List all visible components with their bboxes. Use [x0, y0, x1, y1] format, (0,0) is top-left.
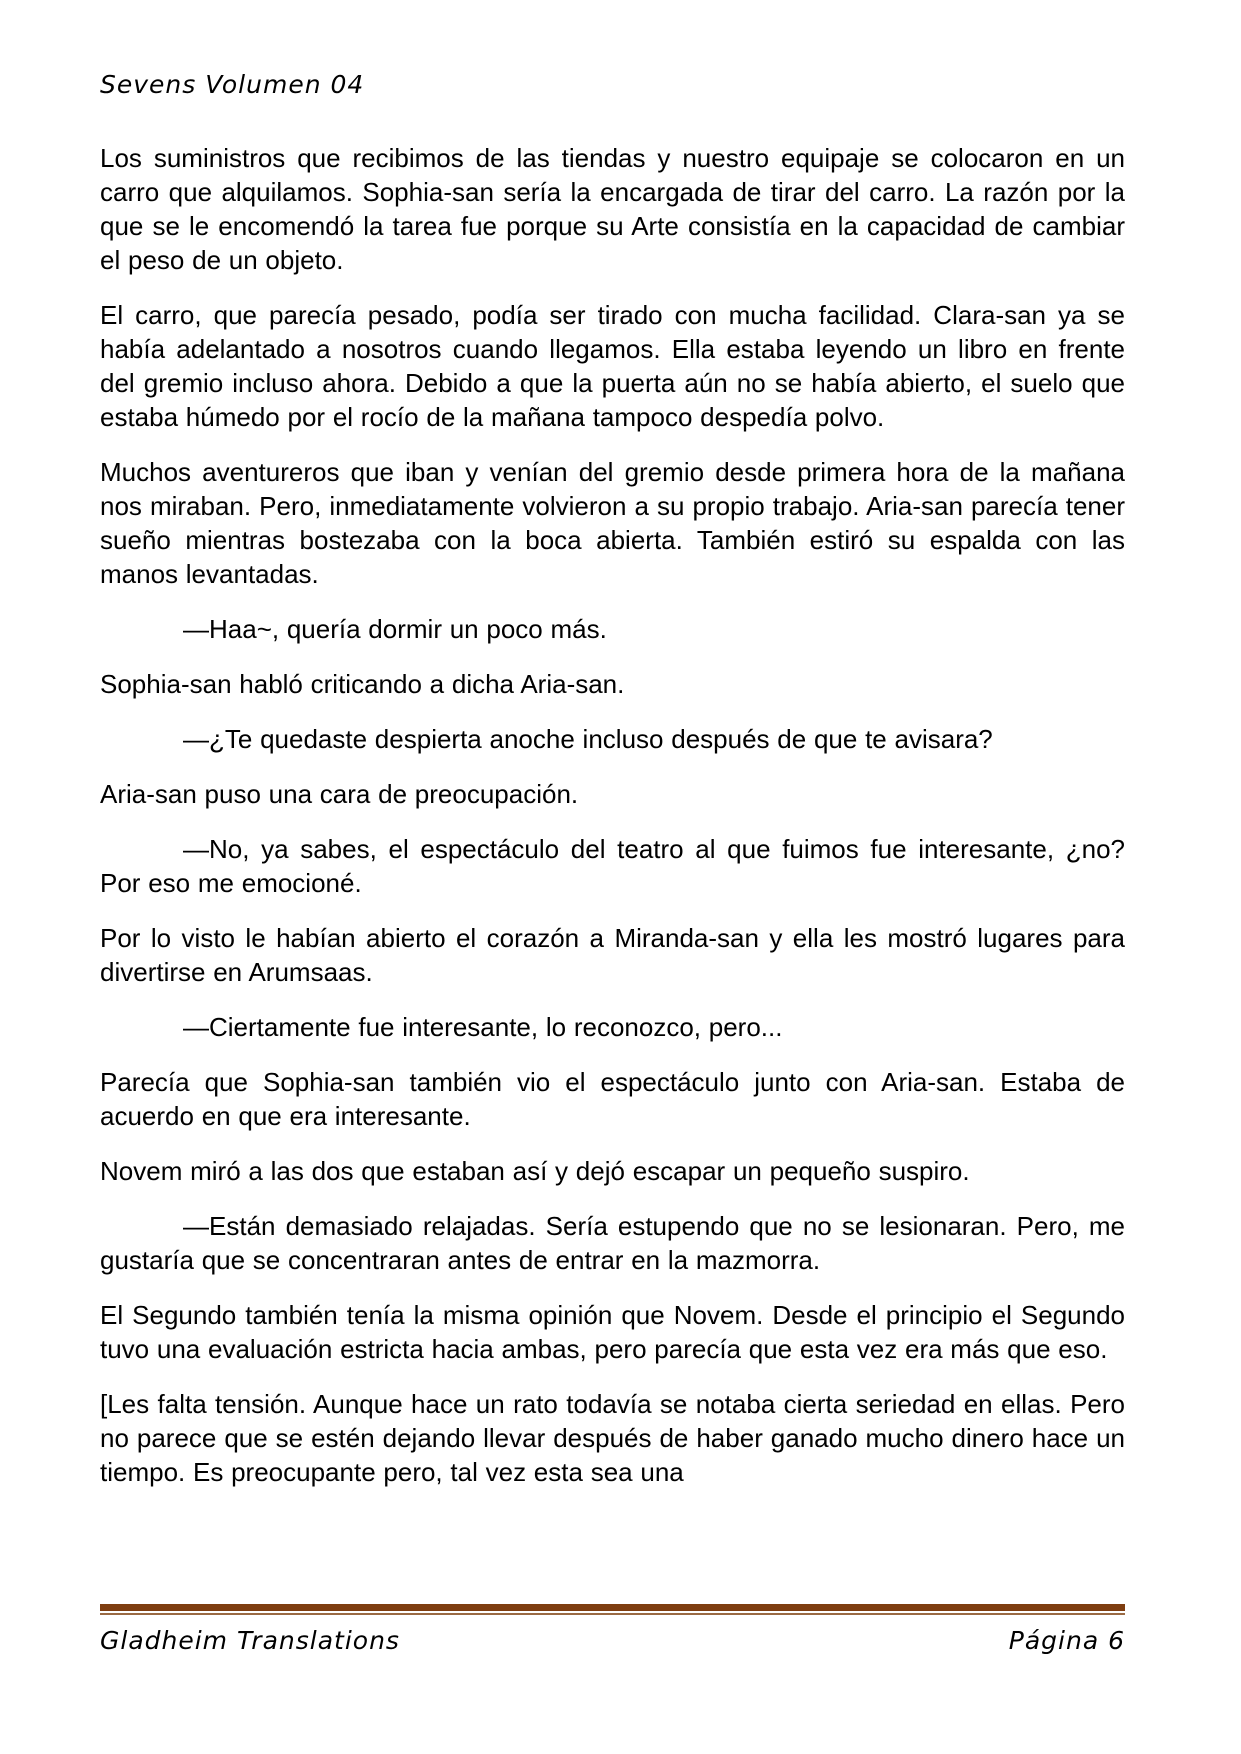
dialogue-paragraph: —Están demasiado relajadas. Sería estupendo que no se lesionaran. Pero, me gustaría que se concentraran antes de entrar en la mazmorra. — [100, 1211, 1125, 1275]
footer-divider — [100, 1604, 1125, 1615]
document-body — [100, 141, 1125, 1510]
paragraph: El carro, que parecía pesado, podía ser tirado con mucha facilidad. Clara-san ya se había adelantado a nosotros cuando llegamos. Ella estaba leyendo un libro en frente del gremio incluso ahora. Debido a que la puerta aún no se había abierto, el suelo que estaba húmedo por el rocío de la mañana tampoco despedía polvo. — [100, 300, 1125, 432]
header-title: Sevens Volumen 04 — [100, 70, 365, 99]
footer-translator-credit: Gladheim Translations — [100, 1626, 400, 1655]
paragraph: Novem miró a las dos que estaban así y dejó escapar un pequeño suspiro. — [100, 1156, 970, 1186]
footer-page-number: Página 6 — [1008, 1626, 1125, 1655]
dialogue-paragraph: —No, ya sabes, el espectáculo del teatro al que fuimos fue interesante, ¿no? Por eso me emocioné. — [100, 834, 1125, 898]
page-header — [100, 70, 1125, 99]
dialogue-paragraph: —¿Te quedaste despierta anoche incluso después de que te avisara? — [183, 724, 993, 754]
paragraph: Los suministros que recibimos de las tiendas y nuestro equipaje se colocaron en un carro que alquilamos. Sophia-san sería la encargada de tirar del carro. La razón por la que se le encomendó la tarea fue porque su Arte consistía en la capacidad de cambiar el peso de un objeto. — [100, 143, 1125, 275]
footer-divider-thick-line — [100, 1604, 1125, 1611]
paragraph: Por lo visto le habían abierto el corazón a Miranda-san y ella les mostró lugares para divertirse en Arumsaas. — [100, 923, 1125, 987]
paragraph: [Les falta tensión. Aunque hace un rato todavía se notaba cierta seriedad en ellas. Pero no parece que se estén dejando llevar después de haber ganado mucho dinero hace un tiempo. Es preocupante pero, tal vez esta sea una — [100, 1389, 1125, 1487]
paragraph: Aria-san puso una cara de preocupación. — [100, 779, 579, 809]
footer-divider-thin-line — [100, 1613, 1125, 1615]
paragraph: Sophia-san habló criticando a dicha Aria-san. — [100, 669, 625, 699]
footer-text-row — [100, 1626, 1125, 1655]
paragraph: Muchos aventureros que iban y venían del gremio desde primera hora de la mañana nos miraban. Pero, inmediatamente volvieron a su propio trabajo. Aria-san parecía tener sueño mientras bostezaba con la boca abierta. También estiró su espalda con las manos levantadas. — [100, 457, 1125, 589]
dialogue-paragraph: —Ciertamente fue interesante, lo reconozco, pero... — [183, 1012, 783, 1042]
paragraph: El Segundo también tenía la misma opinión que Novem. Desde el principio el Segundo tuvo una evaluación estricta hacia ambas, pero parecía que esta vez era más que eso. — [100, 1300, 1125, 1364]
paragraph: Parecía que Sophia-san también vio el espectáculo junto con Aria-san. Estaba de acuerdo en que era interesante. — [100, 1067, 1125, 1131]
dialogue-paragraph: —Haa~, quería dormir un poco más. — [183, 614, 607, 644]
page-footer — [100, 1604, 1125, 1655]
